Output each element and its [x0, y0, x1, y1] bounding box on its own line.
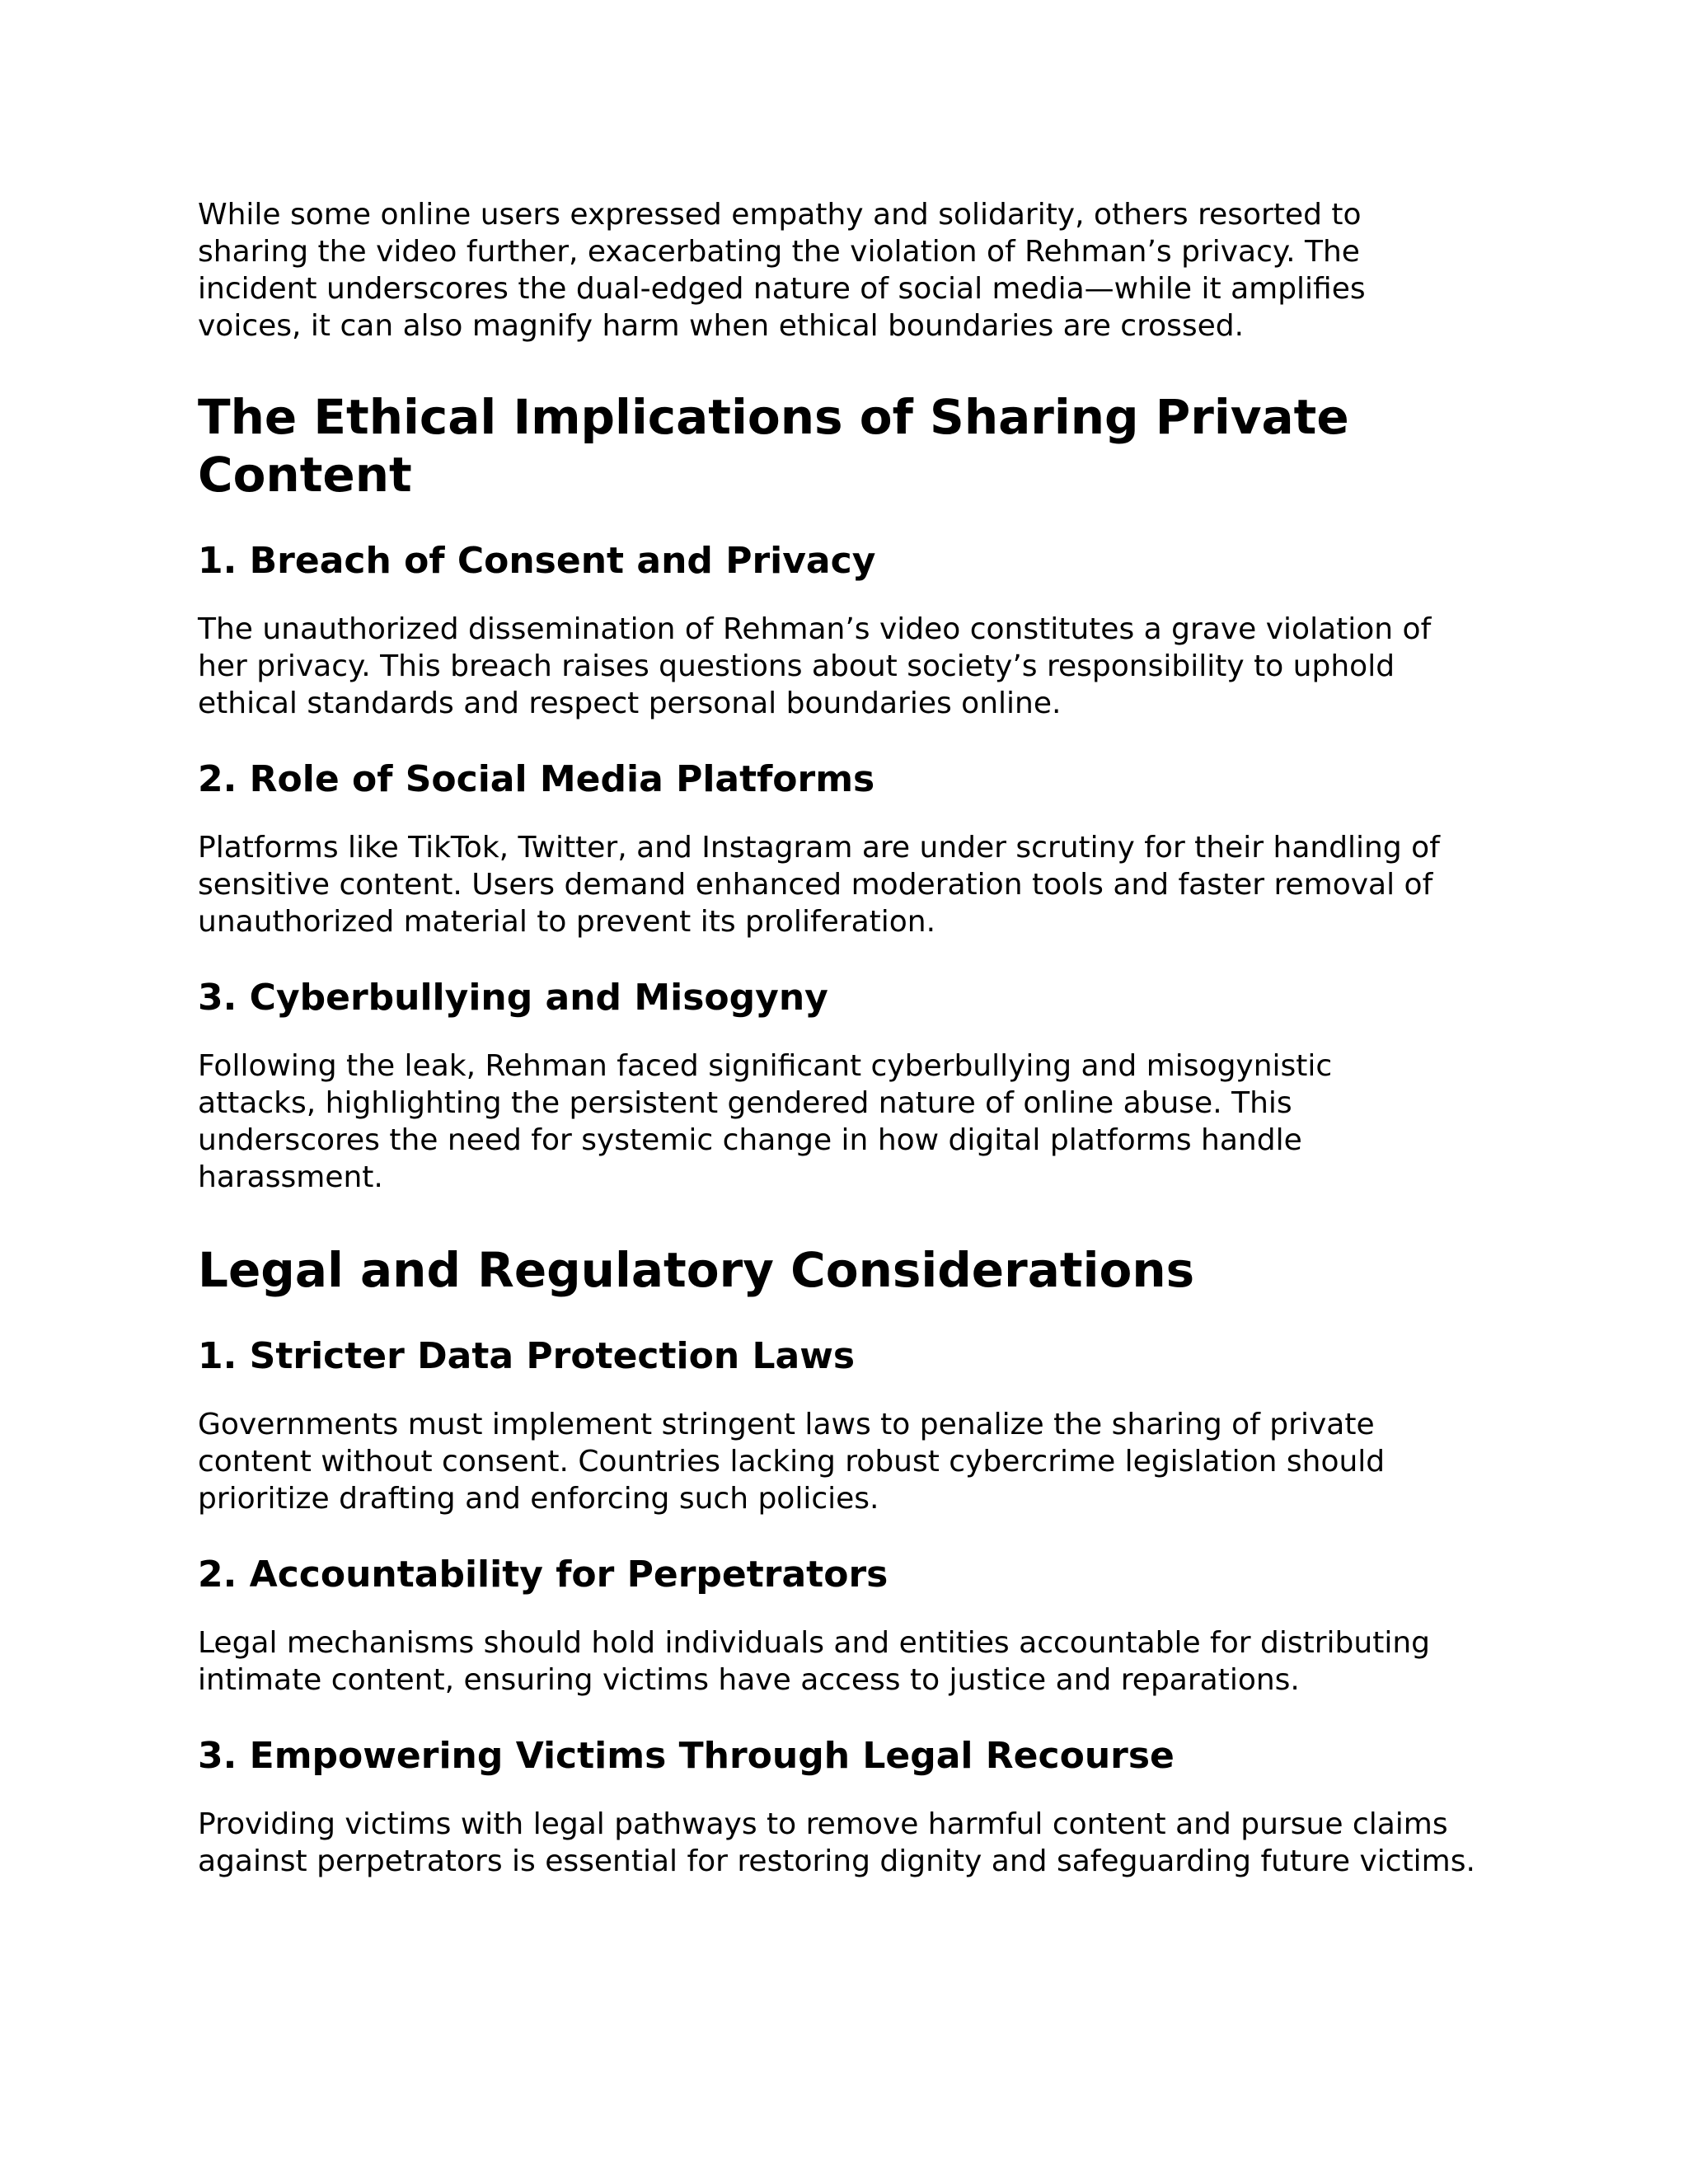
ethics-subsection-1-heading: 1. Breach of Consent and Privacy [198, 540, 876, 582]
legal-subsection-1-heading: 1. Stricter Data Protection Laws [198, 1335, 856, 1377]
ethics-subsection-1-body: The unauthorized dissemination of Rehman’s video constitutes a grave violation of her privacy. This breach raises questions about society’s responsibility to uphold ethical standards and respect personal boundaries online. [198, 612, 1432, 720]
ethics-subsection-3-body: Following the leak, Rehman faced significant cyberbullying and misogynistic attacks, highlighting the persistent gendered nature of online abuse. This underscores the need for systemic change in how digital platforms handle harassment. [198, 1049, 1333, 1194]
legal-section-heading: Legal and Regulatory Considerations [198, 1242, 1195, 1298]
legal-subsection-1-body: Governments must implement stringent laws to penalize the sharing of private content without consent. Countries lacking robust cybercrime legislation should prioritize drafting and enforcing such policies. [198, 1408, 1386, 1516]
ethics-section-heading: The Ethical Implications of Sharing Private Content [198, 389, 1349, 503]
ethics-subsection-2-heading: 2. Role of Social Media Platforms [198, 758, 875, 800]
intro-paragraph: While some online users expressed empathy and solidarity, others resorted to sharing the video further, exacerbating the violation of Rehman’s privacy. The incident underscores the dual-edged nature of social media—while it amplifies voices, it can also magnify harm when ethical boundaries are crossed. [198, 198, 1366, 343]
legal-subsection-3-body: Providing victims with legal pathways to remove harmful content and pursue claims against perpetrators is essential for restoring dignity and safeguarding future victims. [198, 1807, 1475, 1878]
legal-subsection-3-heading: 3. Empowering Victims Through Legal Recourse [198, 1735, 1175, 1777]
legal-subsection-2-heading: 2. Accountability for Perpetrators [198, 1554, 889, 1596]
ethics-subsection-2-body: Platforms like TikTok, Twitter, and Instagram are under scrutiny for their handling of sensitive content. Users demand enhanced moderation tools and faster removal of unauthorized material to prevent its proliferation. [198, 831, 1440, 939]
document-page [198, 196, 1517, 1880]
legal-subsection-2-body: Legal mechanisms should hold individuals and entities accountable for distributing intimate content, ensuring victims have access to justice and reparations. [198, 1626, 1430, 1697]
ethics-subsection-3-heading: 3. Cyberbullying and Misogyny [198, 977, 828, 1019]
